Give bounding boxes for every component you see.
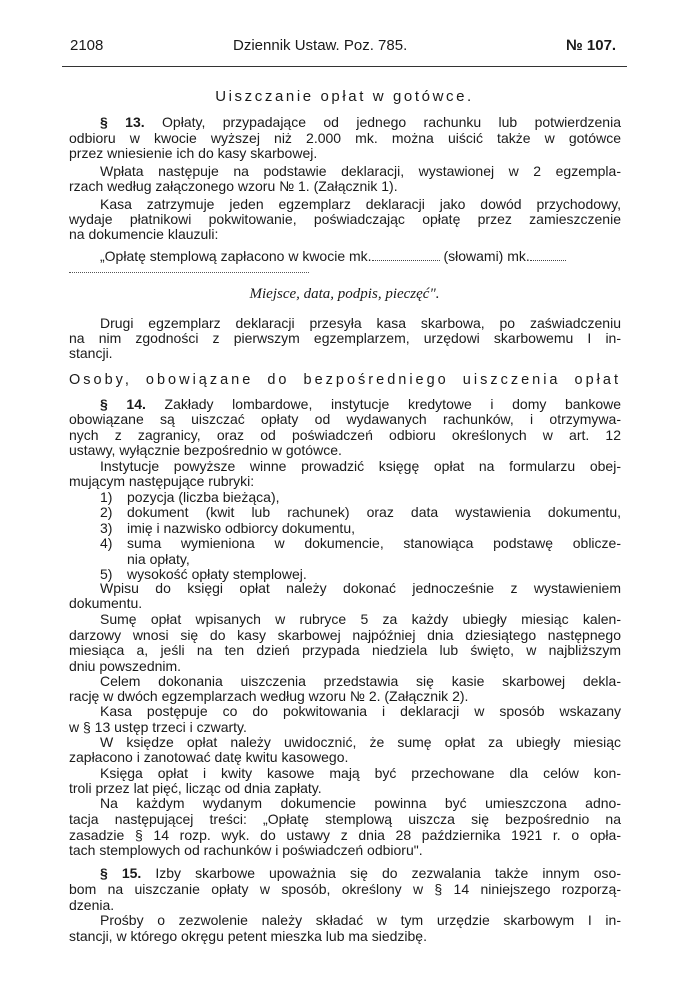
line-text: Opłaty, przypadające od jednego rachunku lub potwierdzenia <box>162 114 621 130</box>
text-line <box>100 396 621 412</box>
text-line <box>69 211 621 227</box>
text-line <box>69 642 621 658</box>
text-line <box>69 749 348 765</box>
line-text: Prośby o zezwolenie należy składać w tym urzędzie skarbowym I in- <box>100 912 621 928</box>
line-text: rzach według załączonego wzoru № 1. (Załącznik 1). <box>69 178 398 194</box>
line-text: Drugi egzemplarz deklaracji przesyła kasa skarbowa, po zaświadczeniu <box>100 315 621 331</box>
text-line <box>69 658 181 674</box>
text-line <box>100 795 621 811</box>
text-line <box>100 865 621 881</box>
line-text: darzowy wnosi się do kasy skarbowej najpóźniej dnia dziesiątego następnego <box>69 627 621 643</box>
text-line <box>100 196 621 212</box>
line-text: dzenia. <box>69 897 115 913</box>
line-text: tach stemplowych od rachunków i poświadczeń odbioru". <box>69 842 423 858</box>
text-line <box>100 519 355 536</box>
text-line <box>69 442 342 458</box>
text-line <box>100 580 621 596</box>
list-number: 4) <box>100 535 113 552</box>
line-text: na nim zgodności z pierwszym egzemplarzem, urzędowi skarbowemu I in- <box>69 330 621 346</box>
text-line <box>100 114 621 130</box>
text-line <box>100 611 621 627</box>
issue-number: № 107. <box>566 37 617 54</box>
line-text: stancji. <box>69 345 113 361</box>
line-text: obowiązane są uiszczać opłaty od wydawanych rachunków, i otrzymywa- <box>69 411 621 427</box>
text-line <box>69 473 254 489</box>
line-text: Zakłady lombardowe, instytucje kredytowe i domy bankowe <box>164 396 622 412</box>
line-text: Izby skarbowe upoważnia się do zezwalania także innym oso- <box>155 865 622 881</box>
line-text: zapłacono i zanotować datę kwitu kasowego. <box>69 749 349 765</box>
text-line <box>69 827 621 843</box>
text-line <box>69 811 621 827</box>
line-text: wydaje płatnikowi pokwitowanie, poświadczając opłatę przez zamieszczenie <box>69 211 621 227</box>
line-text: stancji, w którego okręgu petent mieszka lub ma siedzibę. <box>69 928 427 944</box>
section-heading: Uiszczanie opłat w gotówce. <box>215 88 474 105</box>
line-text: na dokumencie klauzuli: <box>69 226 219 242</box>
line-text: Kasa postępuje co do pokwitowania i deklaracji w sposób wskazany <box>100 703 621 719</box>
line-text: Na każdym wydanym dokumencie powinna być umieszczona adno- <box>100 795 621 811</box>
line-text: imię i nazwisko odbiorcy dokumentu, <box>127 519 355 536</box>
text-line <box>69 719 247 735</box>
header-rule <box>62 66 627 67</box>
list-number: 1) <box>100 489 113 505</box>
line-text: dokument (kwit lub rachunek) oraz data wystawienia dokumentu, <box>127 504 621 521</box>
text-line <box>69 226 218 242</box>
clause-words: (słowami) mk. <box>443 248 530 264</box>
line-text: nych z zagranicy, oraz od poświadczeń odbioru określonych w art. 12 <box>69 427 621 443</box>
line-text: Wpłata następuje na podstawie deklaracji, wystawionej w 2 egzempla- <box>100 163 621 179</box>
text-line <box>100 912 621 928</box>
line-text: Księga opłat i kwity kasowe mają być przechowane dla celów kon- <box>100 765 621 781</box>
line-text: nia opłaty, <box>127 550 190 567</box>
list-number: 5) <box>100 566 113 582</box>
paragraph-mark: § 14. <box>100 396 146 412</box>
line-text: troli przez lat pięć, licząc od dnia zapłaty. <box>69 780 322 796</box>
text-line <box>69 881 621 897</box>
text-line <box>100 765 621 781</box>
paragraph-mark: § 13. <box>100 114 145 130</box>
text-line <box>100 163 621 179</box>
text-line <box>69 330 621 346</box>
line-text: Sumę opłat wpisanych w rubryce 5 za każdy ubiegły miesiąc kalen- <box>100 611 621 627</box>
text-line <box>127 551 190 567</box>
list-number: 3) <box>100 519 113 536</box>
text-line <box>69 928 427 944</box>
blank-amount <box>372 250 440 261</box>
line-text: ustawy, wyłącznie bezpośrednio w gotówce. <box>69 442 342 458</box>
dotted-line <box>69 272 309 273</box>
line-text: przez wniesienie ich do kasy skarbowej. <box>69 145 318 161</box>
text-line <box>69 842 423 858</box>
line-text: zasadzie § 14 rozp. wyk. do ustawy z dnia 28 października 1921 r. o opła- <box>69 827 621 843</box>
text-line <box>69 897 114 913</box>
text-line <box>100 504 621 521</box>
clause-line <box>100 248 566 264</box>
line-text: suma wymieniona w dokumencie, stanowiąca podstawę oblicze- <box>127 535 621 552</box>
text-line <box>100 489 280 505</box>
text-line <box>69 178 398 194</box>
list-number: 2) <box>100 504 113 521</box>
blank-words <box>530 250 566 261</box>
line-text: wysokość opłaty stemplowej. <box>127 566 307 582</box>
line-text: dokumentu. <box>69 595 143 611</box>
line-text: w § 13 ustęp trzeci i czwarty. <box>69 719 247 735</box>
line-text: rację w dwóch egzemplarzach według wzoru № 2. (Załącznik 2). <box>69 688 469 704</box>
line-text: Osoby, obowiązane do bezpośredniego uiszczenia opłat <box>69 372 621 388</box>
paragraph-mark: § 15. <box>100 865 142 881</box>
text-line <box>100 703 621 719</box>
journal-title: Dziennik Ustaw. Poz. 785. <box>233 37 408 54</box>
subheading <box>69 372 621 388</box>
text-line <box>69 145 317 161</box>
text-line <box>100 734 621 750</box>
page-number: 2108 <box>70 37 104 54</box>
line-text: mującym następujące rubryki: <box>69 473 255 489</box>
line-text: W księdze opłat należy uwidocznić, że sumę opłat za ubiegły miesiąc <box>100 734 621 750</box>
text-line <box>69 627 621 643</box>
line-text: Kasa zatrzymuje jeden egzemplarz deklaracji jako dowód przychodowy, <box>100 196 621 212</box>
text-line <box>69 780 322 796</box>
text-line <box>69 688 468 704</box>
text-line <box>100 673 621 689</box>
text-line <box>69 427 621 443</box>
clause-place: Miejsce, data, podpis, pieczęć". <box>249 286 440 302</box>
text-line <box>69 595 142 611</box>
line-text: miesiąca a, jeśli na ten dzień przypada niedziela lub święto, w najbliższym <box>69 642 621 658</box>
text-line <box>69 130 621 146</box>
text-line <box>100 458 621 474</box>
line-text: tacja następującej treści: „Opłatę stemplową uiszcza się bezpośrednio na <box>69 811 621 827</box>
line-text: Instytucje powyższe winne prowadzić księgę opłat na formularzu obej- <box>100 458 621 474</box>
text-line <box>100 535 621 552</box>
line-text: bom na uiszczanie opłaty w sposób, określony w § 14 niniejszego rozporzą- <box>69 881 621 897</box>
line-text: dniu powszednim. <box>69 658 182 674</box>
clause-text: „Opłatę stemplową zapłacono w kwocie mk. <box>100 248 372 264</box>
text-line <box>69 345 113 361</box>
text-line <box>100 315 621 331</box>
line-text: pozycja (liczba bieżąca), <box>127 489 280 505</box>
line-text: odbioru w kwocie wyższej niż 2.000 mk. można uiścić także w gotówce <box>69 130 621 146</box>
line-text: Celem dokonania uiszczenia przedstawia się kasie skarbowej dekla- <box>100 673 621 689</box>
line-text: Wpisu do księgi opłat należy dokonać jednocześnie z wystawieniem <box>100 580 621 596</box>
text-line <box>69 411 621 427</box>
